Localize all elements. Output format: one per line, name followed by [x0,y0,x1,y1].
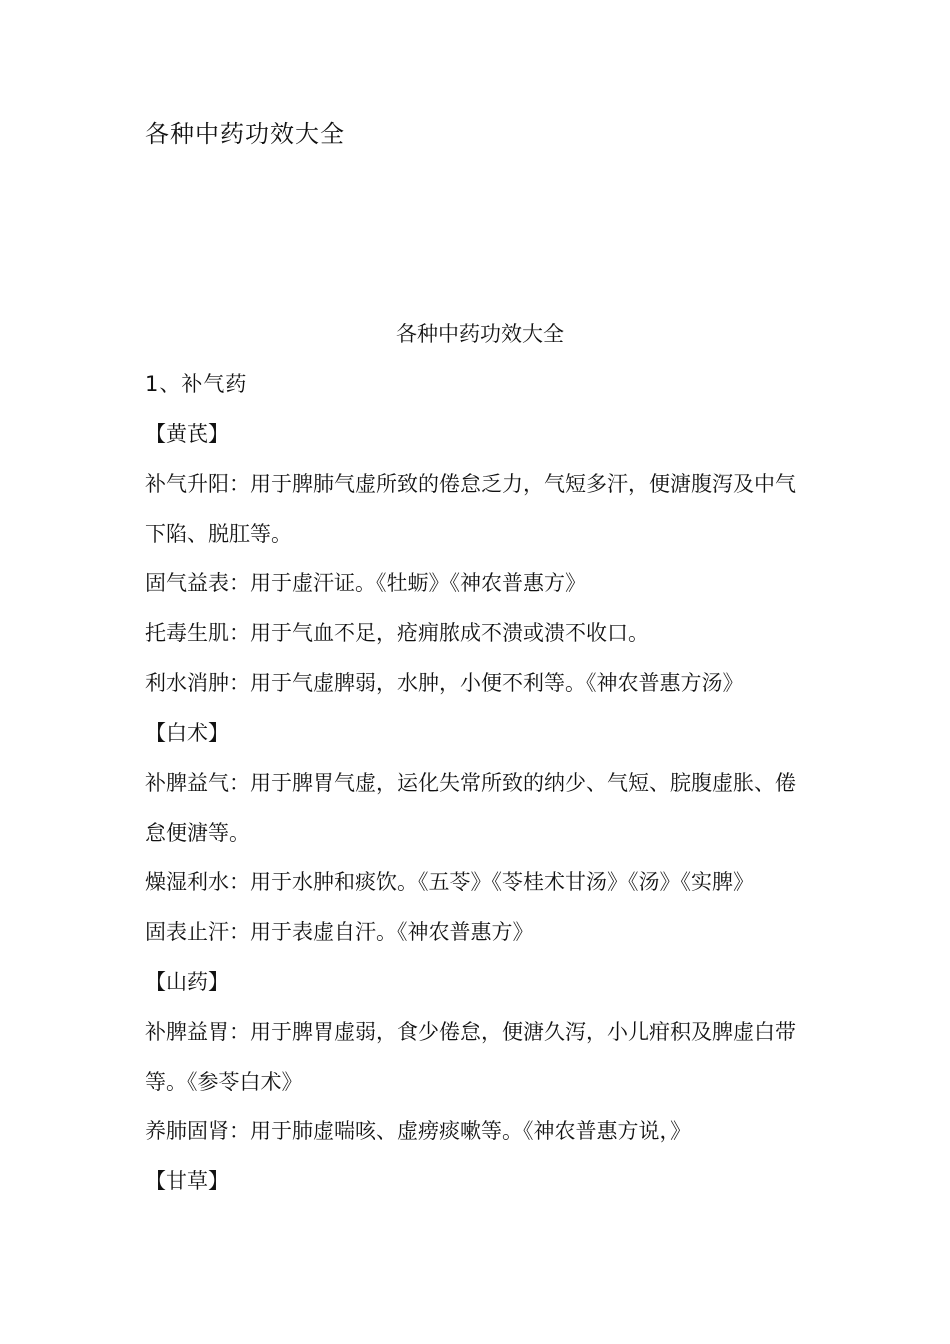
herb-effect: 补脾益气：用于脾胃气虚，运化失常所致的纳少、气短、脘腹虚胀、倦怠便溏等。 [145,771,796,845]
herb-effect: 燥湿利水：用于水肿和痰饮。《五苓》《苓桂术甘汤》《汤》《实脾》 [145,870,754,894]
herb-name: 【白术】 [145,721,229,745]
herb-effect: 托毒生肌：用于气血不足，疮痈脓成不溃或溃不收口。 [145,621,649,645]
herb-effect: 固表止汗：用于表虚自汗。《神农普惠方》 [145,920,534,944]
herb-effect: 养肺固肾：用于肺虚喘咳、虚痨痰嗽等。《神农普惠方说，》 [145,1119,691,1143]
herb-effect: 补气升阳：用于脾肺气虚所致的倦怠乏力，气短多汗，便溏腹泻及中气下陷、脱肛等。 [145,472,796,546]
herb-effect: 补脾益胃：用于脾胃虚弱，食少倦怠，便溏久泻，小儿疳积及脾虚白带等。《参苓白术》 [145,1020,796,1094]
document-heading: 各种中药功效大全 [396,322,564,346]
herb-name: 【甘草】 [145,1169,229,1193]
herb-name: 【山药】 [145,970,229,994]
herb-name: 【黄芪】 [145,422,229,446]
herb-effect: 利水消肿：用于气虚脾弱，水肿，小便不利等。《神农普惠方汤》 [145,671,744,695]
section-heading: 1、补气药 [145,372,248,396]
document-title: 各种中药功效大全 [145,120,345,148]
herb-effect: 固气益表：用于虚汗证。《牡蛎》《神农普惠方》 [145,571,586,595]
document-body [145,316,815,1213]
